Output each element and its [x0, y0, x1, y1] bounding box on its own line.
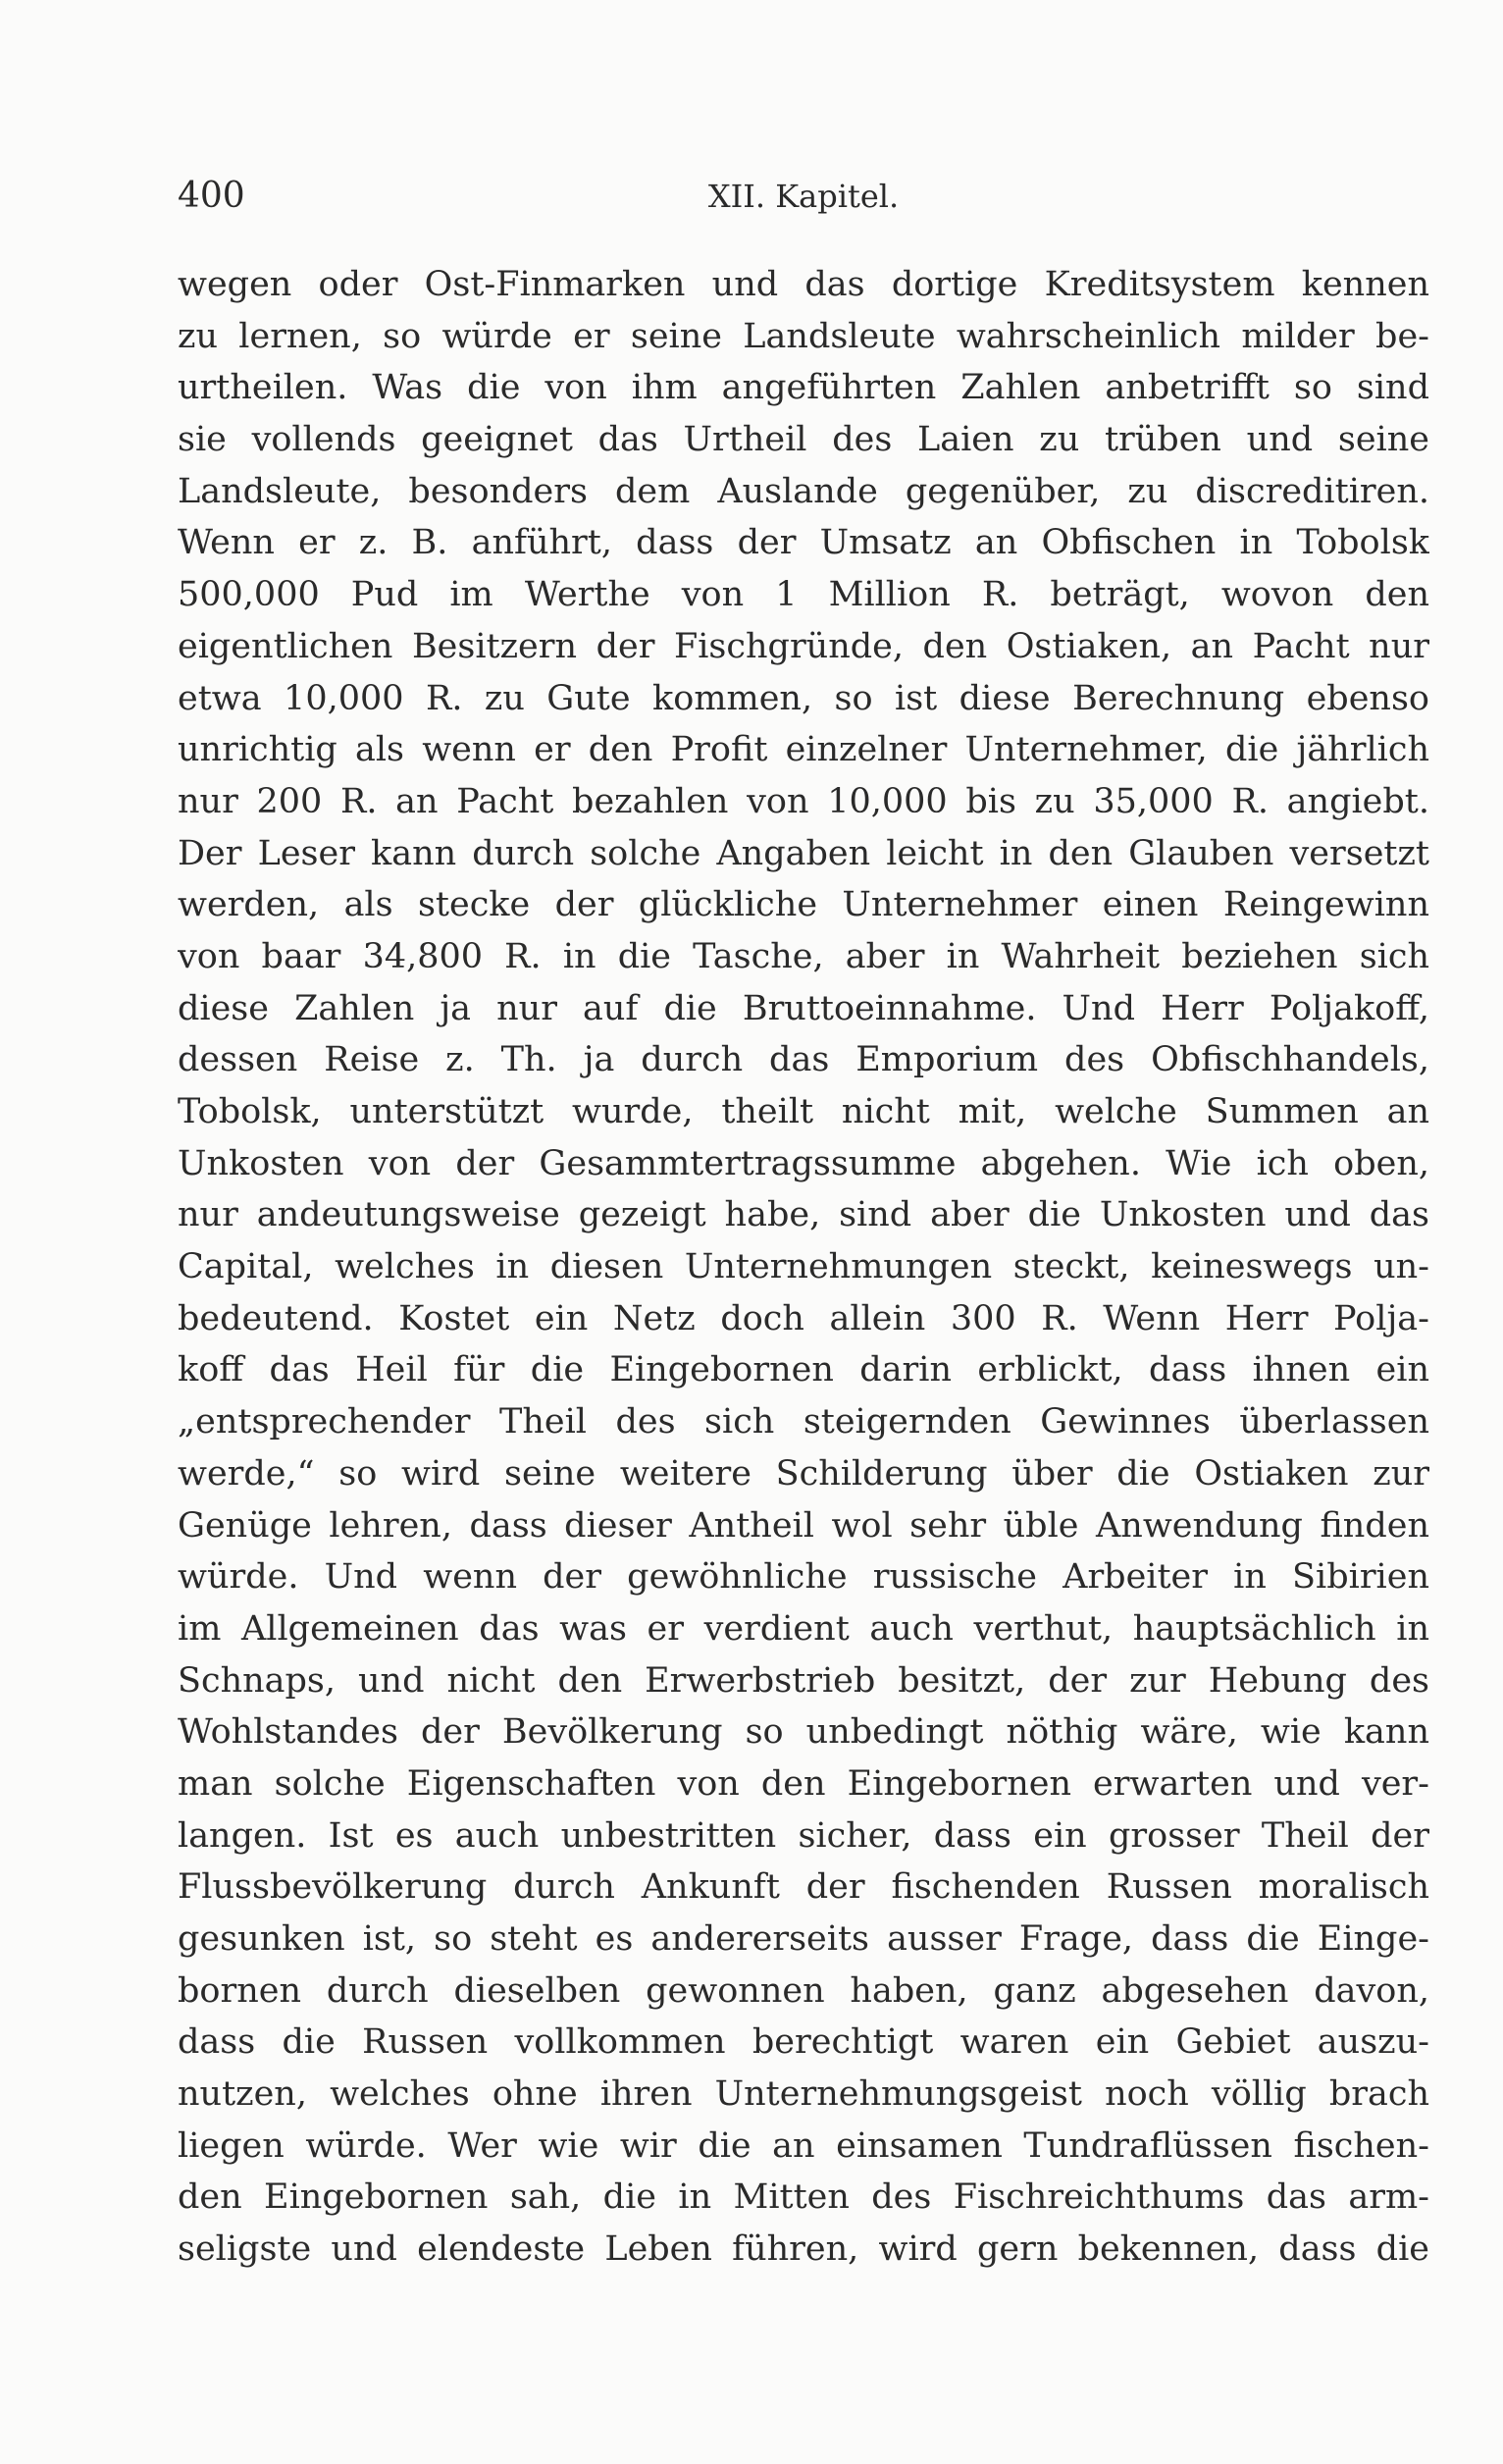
- chapter-title: XII. Kapitel.: [707, 178, 900, 215]
- text-line: dass die Russen vollkommen berechtigt waren ein Gebiet auszu-: [178, 2022, 1429, 2063]
- text-line: Tobolsk, unterstützt wurde, theilt nicht mit, welche Summen an: [178, 1092, 1429, 1131]
- text-line: würde. Und wenn der gewöhnliche russische Arbeiter in Sibirien: [178, 1557, 1429, 1598]
- text-line: man solche Eigenschaften von den Eingebornen erwarten und ver-: [178, 1763, 1429, 1804]
- running-head: [178, 173, 1429, 220]
- text-line: Genüge lehren, dass dieser Antheil wol sehr üble Anwendung finden: [178, 1505, 1429, 1546]
- text-line: dessen Reise z. Th. ja durch das Emporium des Obfischhandels,: [178, 1040, 1429, 1080]
- text-line: zu lernen, so würde er seine Landsleute wahrscheinlich milder be-: [178, 316, 1429, 356]
- page-number: 400: [178, 176, 245, 216]
- text-line: Landsleute, besonders dem Auslande gegenüber, zu discreditiren.: [178, 471, 1429, 511]
- text-line: unrichtig als wenn er den Profit einzelner Unternehmer, die jährlich: [178, 730, 1429, 770]
- text-line: Wohlstandes der Bevölkerung so unbedingt nöthig wäre, wie kann: [178, 1712, 1429, 1753]
- text-line: werde,“ so wird seine weitere Schilderung über die Ostiaken zur: [178, 1453, 1429, 1494]
- text-line: diese Zahlen ja nur auf die Bruttoeinnahme. Und Herr Poljakoff,: [178, 988, 1429, 1028]
- text-line: von baar 34,800 R. in die Tasche, aber in Wahrheit beziehen sich: [178, 936, 1429, 976]
- text-line: etwa 10,000 R. zu Gute kommen, so ist diese Berechnung ebenso: [178, 678, 1429, 718]
- text-line: eigentlichen Besitzern der Fischgründe, den Ostiaken, an Pacht nur: [178, 626, 1429, 666]
- text-line: werden, als stecke der glückliche Unternehmer einen Reingewinn: [178, 885, 1429, 925]
- text-line: den Eingebornen sah, die in Mitten des Fischreichthums das arm-: [178, 2177, 1429, 2218]
- text-line: nur andeutungsweise gezeigt habe, sind aber die Unkosten und das: [178, 1195, 1429, 1235]
- text-line: gesunken ist, so steht es andererseits ausser Frage, dass die Einge-: [178, 1919, 1429, 1959]
- text-line: Flussbevölkerung durch Ankunft der fischenden Russen moralisch: [178, 1867, 1429, 1908]
- body-text: [178, 259, 1429, 2276]
- text-line: Wenn er z. B. anführt, dass der Umsatz an Obfischen in Tobolsk: [178, 523, 1429, 563]
- text-line: urtheilen. Was die von ihm angeführten Zahlen anbetrifft so sind: [178, 368, 1429, 408]
- text-line: im Allgemeinen das was er verdient auch verthut, hauptsächlich in: [178, 1608, 1429, 1649]
- text-line: seligste und elendeste Leben führen, wird gern bekennen, dass die: [178, 2229, 1429, 2270]
- text-line: nur 200 R. an Pacht bezahlen von 10,000 bis zu 35,000 R. angiebt.: [178, 781, 1429, 821]
- text-line: bornen durch dieselben gewonnen haben, ganz abgesehen davon,: [178, 1970, 1429, 2011]
- text-line: wegen oder Ost-Finmarken und das dortige Kreditsystem kennen: [178, 265, 1429, 304]
- text-line: 500,000 Pud im Werthe von 1 Million R. beträgt, wovon den: [178, 575, 1429, 615]
- text-line: bedeutend. Kostet ein Netz doch allein 300 R. Wenn Herr Polja-: [178, 1298, 1429, 1338]
- text-line: „entsprechender Theil des sich steigernden Gewinnes überlassen: [178, 1402, 1429, 1442]
- text-line: sie vollends geeignet das Urtheil des Laien zu trüben und seine: [178, 420, 1429, 460]
- text-line: nutzen, welches ohne ihren Unternehmungsgeist noch völlig brach: [178, 2074, 1429, 2115]
- text-line: Schnaps, und nicht den Erwerbstrieb besitzt, der zur Hebung des: [178, 1660, 1429, 1701]
- text-line: Der Leser kann durch solche Angaben leicht in den Glauben versetzt: [178, 833, 1429, 873]
- text-line: Capital, welches in diesen Unternehmungen steckt, keineswegs un-: [178, 1247, 1429, 1287]
- text-line: langen. Ist es auch unbestritten sicher, dass ein grosser Theil der: [178, 1815, 1429, 1856]
- text-line: Unkosten von der Gesammtertragssumme abgehen. Wie ich oben,: [178, 1143, 1429, 1183]
- text-line: koff das Heil für die Eingebornen darin erblickt, dass ihnen ein: [178, 1350, 1429, 1390]
- text-line: liegen würde. Wer wie wir die an einsamen Tundraflüssen fischen-: [178, 2125, 1429, 2166]
